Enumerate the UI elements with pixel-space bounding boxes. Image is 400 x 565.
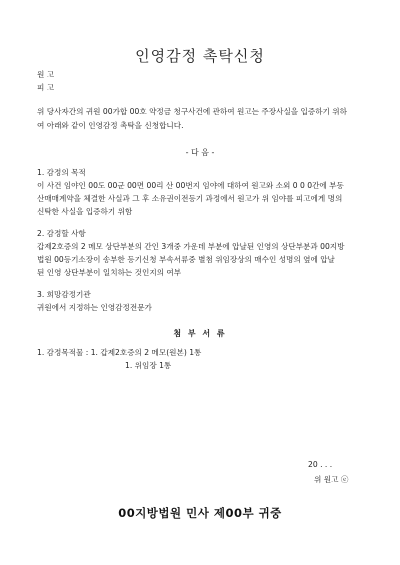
court-addressee: 00지방법원 민사 제00부 귀중: [118, 506, 282, 520]
intro-line-1: 위 당사자간의 귀원 00가합 00호 약정금 청구사건에 관하여 원고는 주장사실을 입증하기 위하: [37, 107, 347, 116]
separator-heading: - 다 음 -: [185, 148, 215, 157]
attachments-title: 첨 부 서 류: [173, 329, 227, 338]
section-line: 신탁한 사실을 입증하기 위함: [37, 207, 133, 216]
section-line: 산매매계약을 체결한 사실과 그 후 소유권이전등기 과정에서 원고가 위 임야를 피고에게 명의: [37, 194, 343, 203]
attachment-item: 1. 위임장 1통: [125, 361, 172, 370]
defendant-label: 피 고: [37, 83, 55, 92]
date-line: 20 . . .: [308, 460, 333, 469]
section-heading: 2. 감정할 사항: [37, 229, 86, 238]
intro-line-2: 여 아래와 같이 인영감정 촉탁을 신청합니다.: [37, 121, 184, 130]
attachment-item: 1. 감정목적물 : 1. 갑제2호증의 2 메모(원본) 1통: [37, 348, 202, 357]
section-heading: 1. 감정의 목적: [37, 168, 86, 177]
section-line: 법원 00등기소장이 송부한 등기신청 부속서류중 별첨 위임장상의 매수인 성명의 옆에 압날: [37, 255, 335, 264]
section-line: 갑제2호증의 2 메모 상단부분의 간인 3개중 가운데 부분에 압날된 인영의 상단부분과 00지방: [37, 242, 345, 251]
signature-line: 위 원고 ⓔ: [314, 475, 349, 484]
section-heading: 3. 희망감정기관: [37, 290, 91, 299]
section-line: 이 사건 임야인 00도 00군 00면 00리 산 00번지 임야에 대하여 원고와 소외 0 0 0간에 부동: [37, 181, 344, 190]
section-line: 귀원에서 지정하는 인영감정전문가: [37, 303, 152, 312]
document-title: 인영감정 촉탁신청: [135, 47, 265, 65]
plaintiff-label: 원 고: [37, 70, 55, 79]
section-line: 된 인영 상단부분이 일치하는 것인지의 여부: [37, 268, 182, 277]
